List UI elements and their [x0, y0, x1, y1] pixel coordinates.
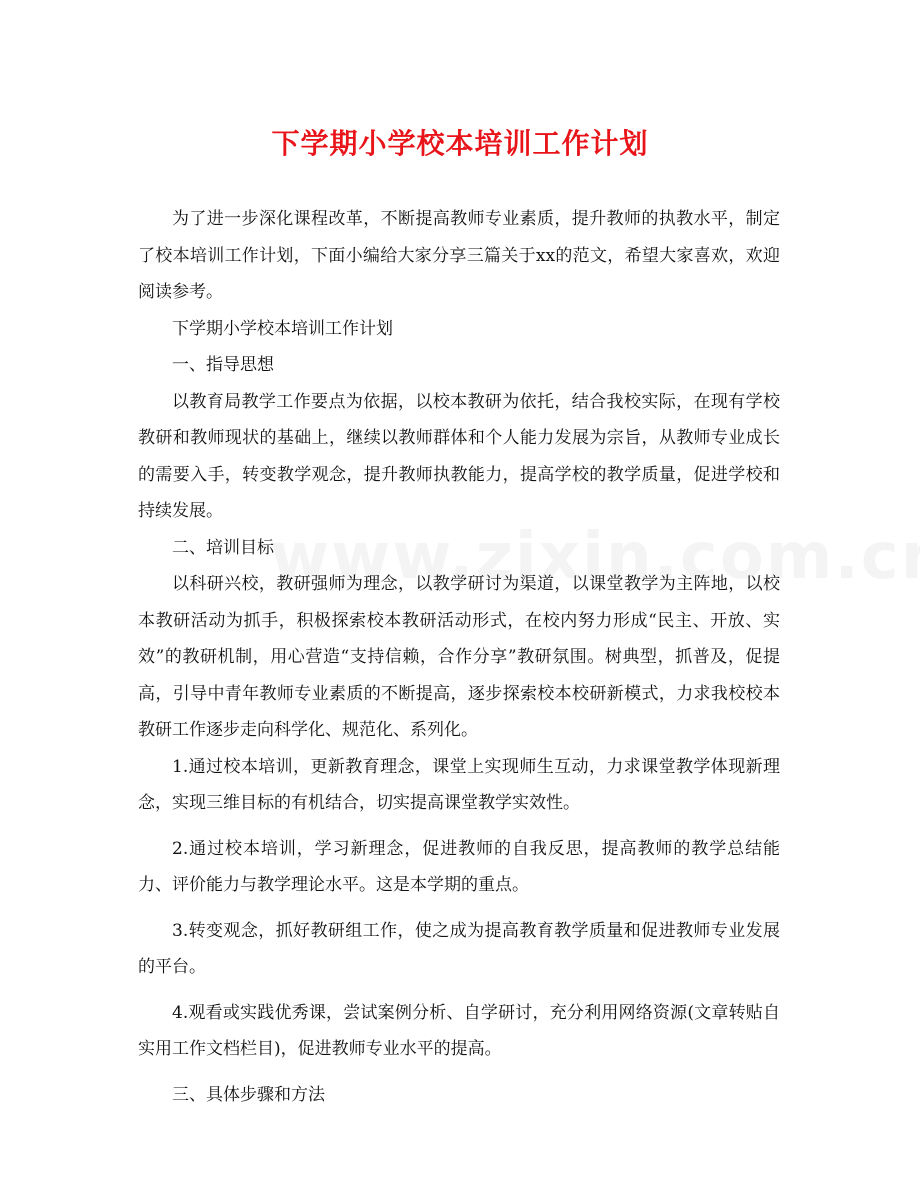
goal-item-3: 3.转变观念，抓好教研组工作，使之成为提高教育教学质量和促进教师专业发展的平台。: [138, 920, 780, 977]
goal-item-2: 2.通过校本培训，学习新理念，促进教师的自我反思，提高教师的教学总结能力、评价能力与教学理论水平。这是本学期的重点。: [138, 838, 780, 895]
goal-item-4: 4.观看或实践优秀课，尝试案例分析、自学研讨，充分利用网络资源(文章转贴自实用工作文档栏目)，促进教师专业水平的提高。: [138, 1002, 780, 1059]
heading-guiding-ideology: 一、指导思想: [172, 355, 274, 375]
paragraph-intro: 为了进一步深化课程改革，不断提高教师专业素质，提升教师的执教水平，制定了校本培训工作计划，下面小编给大家分享三篇关于xx的范文，希望大家喜欢，欢迎阅读参考。: [138, 209, 780, 302]
goal-item-1: 1.通过校本培训，更新教育理念，课堂上实现师生互动，力求课堂教学体现新理念，实现三维目标的有机结合，切实提高课堂教学实效性。: [138, 756, 780, 813]
paragraph-subtitle: 下学期小学校本培训工作计划: [172, 318, 393, 339]
paragraph-guiding-ideology: 以教育局教学工作要点为依据，以校本教研为依托，结合我校实际，在现有学校教研和教师现状的基础上，继续以教师群体和个人能力发展为宗旨，从教师专业成长的需要入手，转变教学观念，提升教师执教能力，提高学校的教学质量，促进学校和持续发展。: [138, 391, 780, 521]
heading-steps-methods: 三、具体步骤和方法: [172, 1084, 325, 1105]
heading-training-goals: 二、培训目标: [172, 537, 274, 558]
document-title: 下学期小学校本培训工作计划: [271, 127, 649, 160]
document-body: [138, 201, 780, 1113]
paragraph-training-goals: 以科研兴校，教研强师为理念，以教学研讨为渠道，以课堂教学为主阵地，以校本教研活动为抓手，积极探索校本教研活动形式，在校内努力形成“民主、开放、实效”的教研机制，用心营造“支持信赖，合作分享”教研氛围。树典型，抓普及，促提高，引导中青年教师专业素质的不断提高，逐步探索校本校研新模式，力求我校校本教研工作逐步走向科学化、规范化、系列化。: [138, 574, 780, 740]
